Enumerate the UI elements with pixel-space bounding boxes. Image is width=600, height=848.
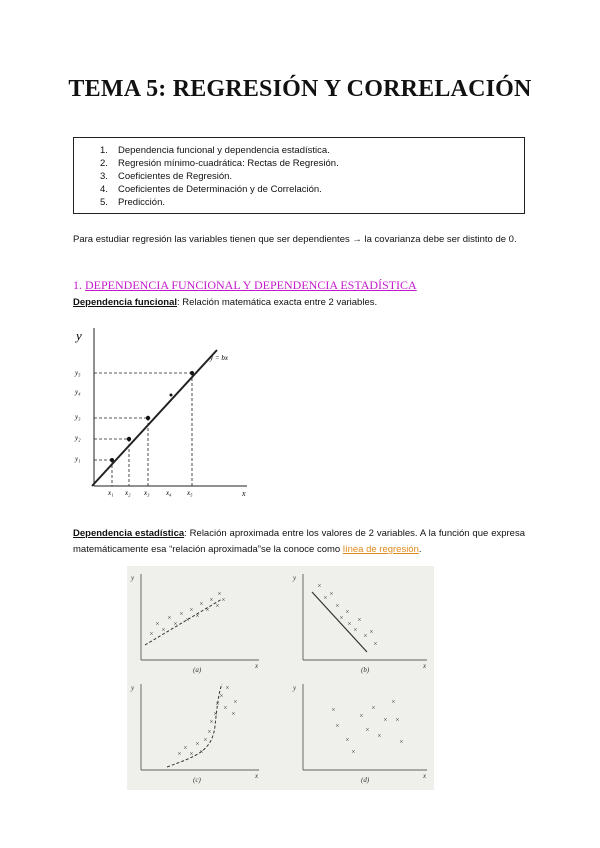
svg-text:×: × [215,602,220,610]
svg-text:×: × [351,748,356,756]
toc-item: 5. Predicción. [100,197,165,208]
x-tick-label: x₄ [166,489,172,497]
graph-point [190,371,194,375]
svg-text:×: × [233,698,238,706]
svg-text:×: × [219,692,224,700]
y-tick-label: y₁ [75,455,81,463]
svg-text:×: × [223,704,228,712]
svg-text:×: × [399,738,404,746]
section-heading: 1. DEPENDENCIA FUNCIONAL Y DEPENDENCIA ESTADÍSTICA [73,278,417,292]
functional-dependence-text: Dependencia funcional: Relación matemática exacta entre 2 variables. [73,297,378,308]
panel-c-x: x [255,772,259,780]
svg-text:×: × [217,590,222,598]
svg-text:×: × [371,704,376,712]
graph-point [127,437,131,441]
svg-text:×: × [335,722,340,730]
svg-text:×: × [173,620,178,628]
svg-text:×: × [189,750,194,758]
panel-label: (b) [361,666,370,674]
svg-text:×: × [357,616,362,624]
svg-text:×: × [195,740,200,748]
panel-label: (a) [193,666,202,674]
toc-item: 2. Regresión mínimo-cuadrática: Rectas de Regresión. [100,158,339,169]
panel-a-y: y [131,574,135,582]
svg-text:×: × [225,684,230,692]
x-tick-label: x₃ [144,489,150,497]
svg-text:×: × [369,628,374,636]
svg-text:×: × [331,706,336,714]
panel-b-x: x [423,662,427,670]
panel-label: (c) [193,776,201,784]
x-axis-label: x [242,489,246,498]
svg-text:×: × [395,716,400,724]
page-title: TEMA 5: REGRESIÓN Y CORRELACIÓN [68,76,532,102]
functional-graph [62,318,262,498]
svg-text:×: × [155,620,160,628]
svg-text:×: × [161,626,166,634]
svg-text:×: × [215,700,220,708]
svg-text:×: × [203,736,208,744]
graph-point [170,394,173,397]
panel-d-x: x [423,772,427,780]
x-tick-label: x₂ [125,489,131,497]
intro-paragraph: Para estudiar regresión las variables tienen que ser dependientes → la covarianza debe ser distinto de 0. [73,234,517,245]
table-of-contents [73,137,525,214]
panel-d-y: y [293,684,297,692]
svg-text:×: × [179,610,184,618]
svg-text:×: × [221,596,226,604]
svg-text:×: × [209,718,214,726]
graph-point [146,416,150,420]
svg-text:×: × [391,698,396,706]
svg-text:×: × [177,750,182,758]
regression-line-link[interactable]: línea de regresión [342,544,419,555]
x-tick-label: x₁ [108,489,114,497]
svg-text:×: × [353,626,358,634]
svg-text:×: × [207,728,212,736]
svg-text:×: × [363,632,368,640]
svg-text:×: × [383,716,388,724]
svg-text:×: × [373,640,378,648]
panel-label: (d) [361,776,370,784]
svg-text:×: × [149,630,154,638]
svg-text:×: × [199,600,204,608]
panel-c-y: y [131,684,135,692]
svg-text:×: × [329,590,334,598]
scatter-diagrams [127,566,434,790]
svg-text:×: × [213,710,218,718]
svg-text:×: × [199,748,204,756]
x-tick-label: x₅ [187,489,193,497]
svg-text:×: × [195,612,200,620]
line-label: y = bx [210,354,228,362]
svg-text:×: × [345,608,350,616]
svg-text:×: × [205,606,210,614]
svg-text:×: × [185,616,190,624]
toc-item: 3. Coeficientes de Regresión. [100,171,233,182]
svg-text:×: × [335,602,340,610]
svg-text:×: × [183,744,188,752]
svg-text:×: × [189,606,194,614]
svg-text:×: × [347,620,352,628]
y-tick-label: y₄ [75,388,81,396]
graph-point [110,458,114,462]
svg-text:×: × [231,710,236,718]
y-tick-label: y₃ [75,413,81,421]
svg-text:×: × [345,736,350,744]
y-tick-label: y₅ [75,369,81,377]
toc-item: 1. Dependencia funcional y dependencia estadística. [100,145,330,156]
y-tick-label: y₂ [75,434,81,442]
toc-item: 4. Coeficientes de Determinación y de Correlación. [100,184,322,195]
svg-text:×: × [339,614,344,622]
panel-a-x: x [255,662,259,670]
y-axis-label: y [76,328,82,343]
svg-text:×: × [209,596,214,604]
svg-text:×: × [377,732,382,740]
svg-text:×: × [167,614,172,622]
svg-text:×: × [323,594,328,602]
panel-b-y: y [293,574,297,582]
svg-text:×: × [317,582,322,590]
statistical-dependence-text: Dependencia estadística: Relación aproximada entre los valores de 2 variables. A la función que expresa matemáticamente esa “relación aproximada”se la conoce como línea de regresión. [73,528,525,555]
svg-text:×: × [365,726,370,734]
svg-text:×: × [359,712,364,720]
